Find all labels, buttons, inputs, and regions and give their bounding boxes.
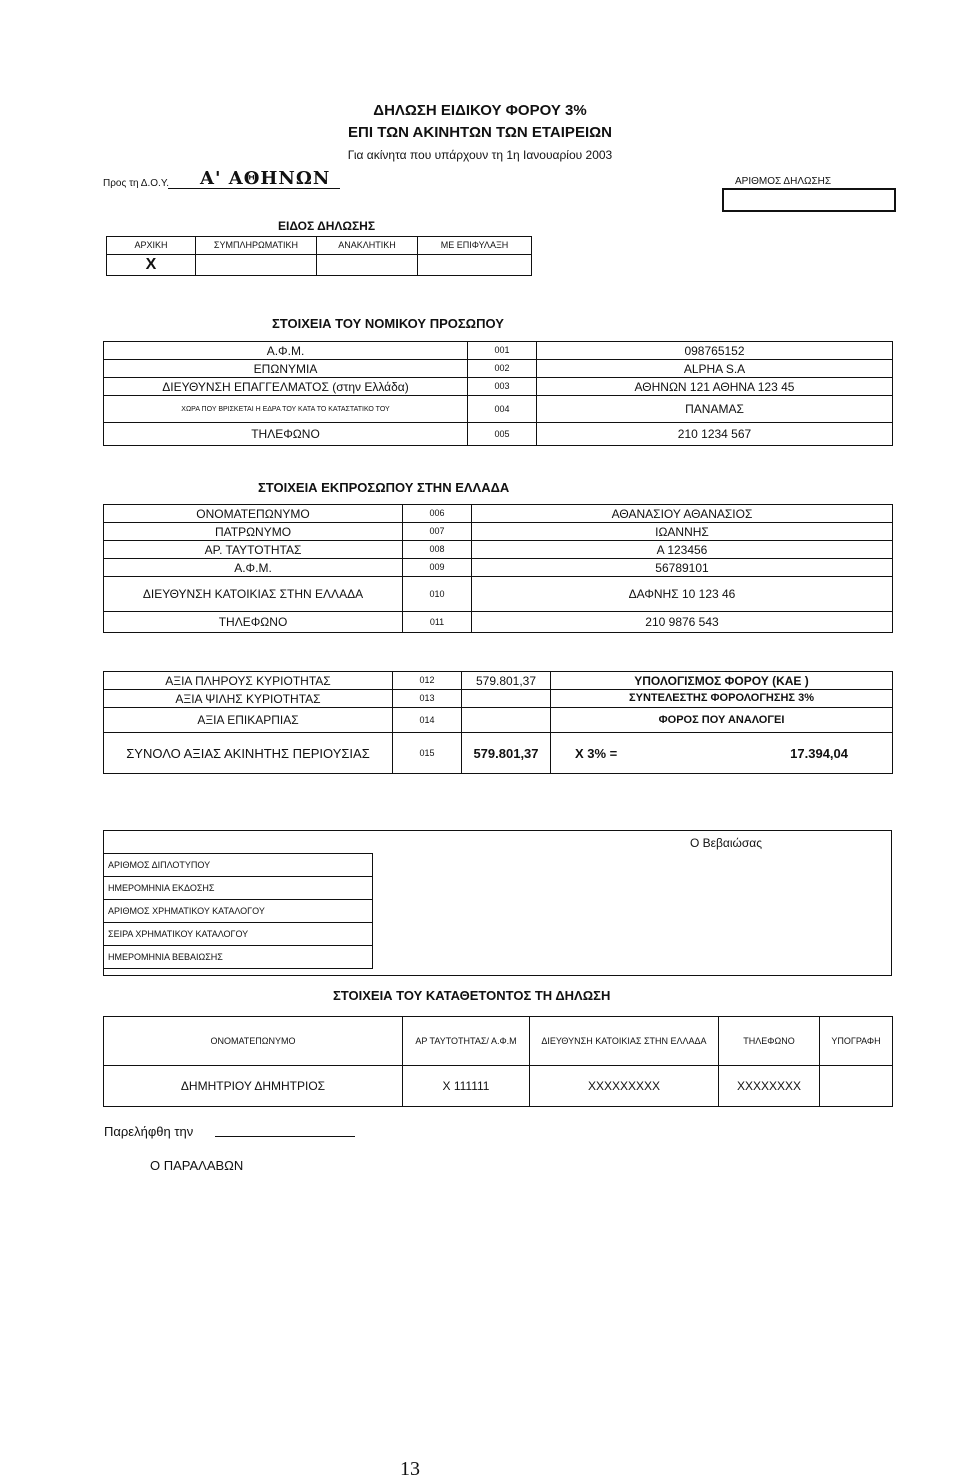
table-row [104,577,893,612]
row-label: ΑΞΙΑ ΠΛΗΡΟΥΣ ΚΥΡΙΟΤΗΤΑΣ [104,672,393,690]
row-label: ΕΠΩΝΥΜΙΑ [104,360,468,378]
column-header: ΟΝΟΜΑΤΕΠΩΝΥΜΟ [104,1017,403,1066]
row-value[interactable]: ΑΘΗΝΩΝ 121 ΑΘΗΝΑ 123 45 [537,378,893,396]
representative-table [103,504,893,633]
form-subtitle: ΕΠΙ ΤΩΝ ΑΚΙΝΗΤΩΝ ΤΩΝ ΕΤΑΙΡΕΙΩΝ [348,124,612,141]
table-row [104,1066,893,1107]
row-code: 011 [403,612,472,633]
table-row [104,559,893,577]
cert-row-label: ΑΡΙΘΜΟΣ ΔΙΠΛΟΤΥΠΟΥ [104,854,373,877]
option-with-reservation-mark[interactable] [418,255,532,276]
total-value[interactable]: 579.801,37 [462,733,551,774]
row-code: 006 [403,505,472,523]
form-note: Για ακίνητα που υπάρχουν τη 1η Ιανουαρίου 2003 [347,148,613,162]
row-right: ΦΟΡΟΣ ΠΟΥ ΑΝΑΛΟΓΕΙ [551,708,893,733]
cert-row-label: ΗΜΕΡΟΜΗΝΙΑ ΒΕΒΑΙΩΣΗΣ [104,946,373,969]
option-initial-mark[interactable]: X [107,255,196,276]
submitter-name[interactable]: ΔΗΜΗΤΡΙΟΥ ΔΗΜΗΤΡΙΟΣ [104,1066,403,1107]
form-title: ΔΗΛΩΣΗ ΕΙΔΙΚΟΥ ΦΟΡΟΥ 3% [373,102,587,119]
table-row [104,946,373,969]
table-row [104,900,373,923]
table-row [104,690,893,708]
row-label: ΔΙΕΥΘΥΝΣΗ ΕΠΑΓΓΕΛΜΑΤΟΣ (στην Ελλάδα) [104,378,468,396]
row-code: 003 [468,378,537,396]
declaration-type-table [106,236,532,276]
page-number: 13 [400,1458,420,1480]
row-value[interactable]: ΑΘΑΝΑΣΙΟΥ ΑΘΑΝΑΣΙΟΣ [472,505,893,523]
row-value[interactable]: ALPHA S.A [537,360,893,378]
table-row [104,923,373,946]
cert-row-label: ΑΡΙΘΜΟΣ ΧΡΗΜΑΤΙΚΟΥ ΚΑΤΑΛΟΓΟΥ [104,900,373,923]
doy-underline [168,188,340,189]
row-code: 010 [403,577,472,612]
table-row [104,423,893,446]
row-code: 005 [468,423,537,446]
legal-entity-table [103,341,893,446]
received-date-line[interactable] [215,1136,355,1137]
row-code: 009 [403,559,472,577]
declaration-type-heading: ΕΙΔΟΣ ΔΗΛΩΣΗΣ [278,219,376,233]
table-row [104,854,373,877]
row-label: ΠΑΤΡΩΝΥΜΟ [104,523,403,541]
column-header: ΔΙΕΥΘΥΝΣΗ ΚΑΤΟΙΚΙΑΣ ΣΤΗΝ ΕΛΛΑΔΑ [530,1017,719,1066]
submitter-heading: ΣΤΟΙΧΕΙΑ ΤΟΥ ΚΑΤΑΘΕΤΟΝΤΟΣ ΤΗ ΔΗΛΩΣΗ [333,988,611,1003]
column-header: ΑΡ ΤΑΥΤΟΤΗΤΑΣ/ Α.Φ.Μ [403,1017,530,1066]
row-value[interactable]: 210 1234 567 [537,423,893,446]
option-initial[interactable]: ΑΡΧΙΚΗ [107,237,196,255]
cert-row-label: ΗΜΕΡΟΜΗΝΙΑ ΕΚΔΟΣΗΣ [104,877,373,900]
table-header-row [104,1017,893,1066]
row-right: ΥΠΟΛΟΓΙΣΜΟΣ ΦΟΡΟΥ (ΚΑΕ ) [551,672,893,690]
table-row [104,708,893,733]
option-revocatory[interactable]: ΑΝΑΚΛΗΤΙΚΗ [317,237,418,255]
row-code: 012 [393,672,462,690]
row-value[interactable] [462,690,551,708]
declaration-number-label: ΑΡΙΘΜΟΣ ΔΗΛΩΣΗΣ [735,176,832,187]
receiver-label: Ο ΠΑΡΑΛΑΒΩΝ [150,1158,244,1173]
option-supplementary-mark[interactable] [196,255,317,276]
row-label: ΧΩΡΑ ΠΟΥ ΒΡΙΣΚΕΤΑΙ Η ΕΔΡΑ ΤΟΥ ΚΑΤΑ ΤΟ ΚΑΤΑΣΤΑΤΙΚΟ ΤΟΥ [104,396,468,423]
table-row [104,877,373,900]
row-code: 002 [468,360,537,378]
table-row [104,360,893,378]
option-revocatory-mark[interactable] [317,255,418,276]
tax-calculation [551,733,893,774]
row-value[interactable]: ΔΑΦΝΗΣ 10 123 46 [472,577,893,612]
table-row [104,541,893,559]
table-row [104,612,893,633]
total-label: ΣΥΝΟΛΟ ΑΞΙΑΣ ΑΚΙΝΗΤΗΣ ΠΕΡΙΟΥΣΙΑΣ [104,733,393,774]
legal-entity-heading: ΣΤΟΙΧΕΙΑ ΤΟΥ ΝΟΜΙΚΟΥ ΠΡΟΣΩΠΟΥ [272,316,504,331]
row-code: 004 [468,396,537,423]
row-label: ΑΞΙΑ ΕΠΙΚΑΡΠΙΑΣ [104,708,393,733]
row-label: ΟΝΟΜΑΤΕΠΩΝΥΜΟ [104,505,403,523]
total-row [104,733,893,774]
tax-rate: Χ 3% = [575,745,618,761]
table-row [104,672,893,690]
valuation-table [103,671,893,774]
row-value[interactable]: 098765152 [537,342,893,360]
row-label: ΤΗΛΕΦΩΝΟ [104,612,403,633]
table-row [104,378,893,396]
table-row [104,342,893,360]
row-label: Α.Φ.Μ. [104,559,403,577]
option-with-reservation[interactable]: ΜΕ ΕΠΙΦΥΛΑΞΗ [418,237,532,255]
row-value[interactable]: 210 9876 543 [472,612,893,633]
row-code: 013 [393,690,462,708]
row-value[interactable]: ΙΩΑΝΝΗΣ [472,523,893,541]
row-value[interactable]: 579.801,37 [462,672,551,690]
certification-table [103,853,373,969]
row-label: ΔΙΕΥΘΥΝΣΗ ΚΑΤΟΙΚΙΑΣ ΣΤΗΝ ΕΛΛΑΔΑ [104,577,403,612]
row-value[interactable]: ΠΑΝΑΜΑΣ [537,396,893,423]
row-value[interactable]: 56789101 [472,559,893,577]
cert-row-label: ΣΕΙΡΑ ΧΡΗΜΑΤΙΚΟΥ ΚΑΤΑΛΟΓΟΥ [104,923,373,946]
submitter-table [103,1016,893,1107]
row-right: ΣΥΝΤΕΛΕΣΤΗΣ ΦΟΡΟΛΟΓΗΣΗΣ 3% [551,690,893,708]
table-row [104,523,893,541]
table-row [104,396,893,423]
tax-amount[interactable]: 17.394,04 [790,745,848,761]
row-code: 001 [468,342,537,360]
column-header: ΥΠΟΓΡΑΦΗ [820,1017,893,1066]
column-header: ΤΗΛΕΦΩΝΟ [719,1017,820,1066]
row-label: ΑΞΙΑ ΨΙΛΗΣ ΚΥΡΙΟΤΗΤΑΣ [104,690,393,708]
row-code: 008 [403,541,472,559]
received-label: Παρελήφθη την [104,1124,194,1139]
total-code: 015 [393,733,462,774]
representative-heading: ΣΤΟΙΧΕΙΑ ΕΚΠΡΟΣΩΠΟΥ ΣΤΗΝ ΕΛΛΑΔΑ [258,480,510,495]
option-supplementary[interactable]: ΣΥΜΠΛΗΡΩΜΑΤΙΚΗ [196,237,317,255]
table-row [104,505,893,523]
row-label: Α.Φ.Μ. [104,342,468,360]
submitter-id[interactable]: Χ 111111 [403,1066,530,1107]
submitter-signature[interactable] [820,1066,893,1107]
row-code: 007 [403,523,472,541]
doy-label: Προς τη Δ.Ο.Υ. [103,178,169,189]
row-label: ΑΡ. ΤΑΥΤΟΤΗΤΑΣ [104,541,403,559]
row-code: 014 [393,708,462,733]
submitter-address[interactable]: XXXXXXXXX [530,1066,719,1107]
row-label: ΤΗΛΕΦΩΝΟ [104,423,468,446]
row-value[interactable] [462,708,551,733]
submitter-phone[interactable]: XXXXXXXX [719,1066,820,1107]
certifier-label: Ο Βεβαιώσας [690,836,763,850]
row-value[interactable]: Α 123456 [472,541,893,559]
doy-value: Α' ΑΘΗΝΩΝ [200,168,331,189]
declaration-number-box[interactable] [722,188,896,212]
